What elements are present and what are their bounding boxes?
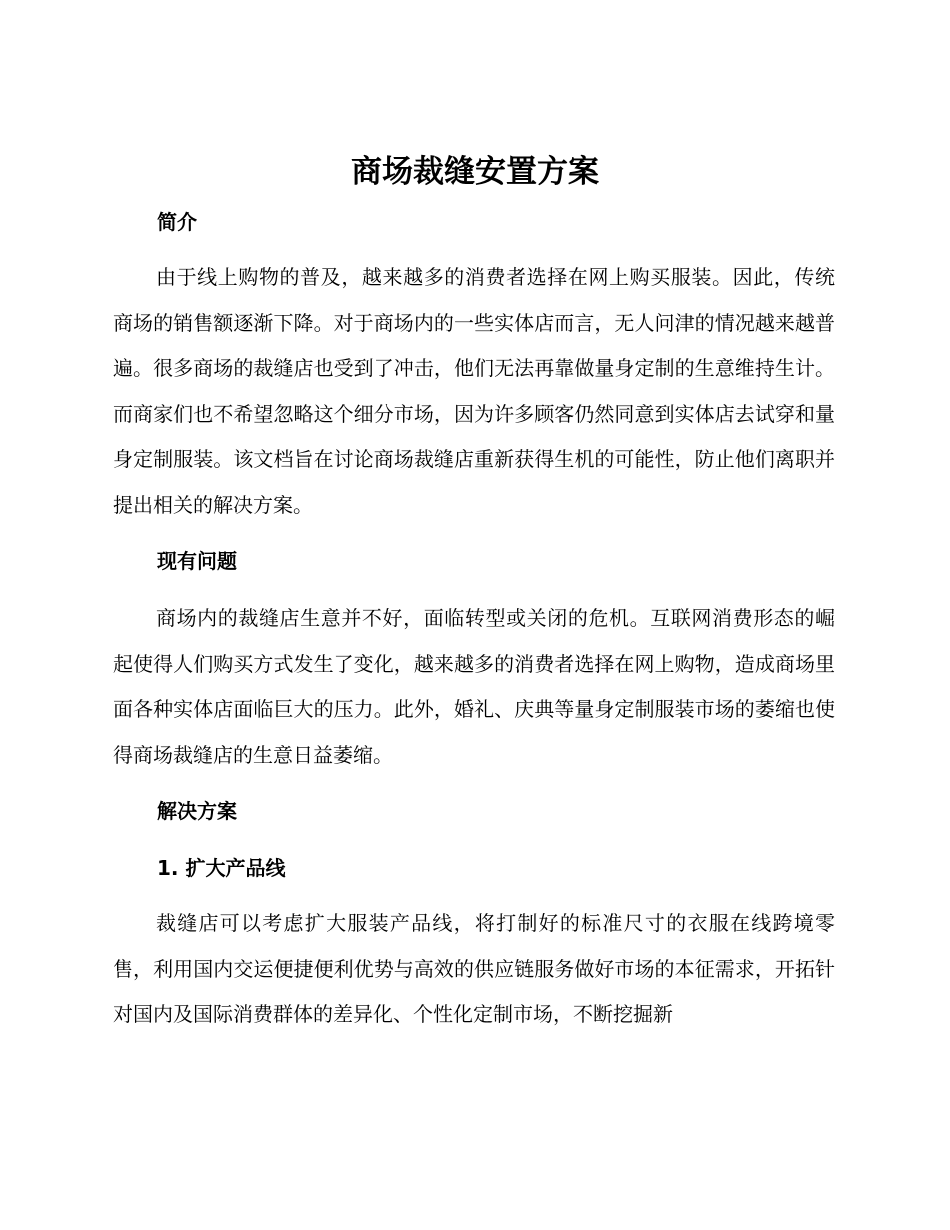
section-body-problems: 商场内的裁缝店生意并不好，面临转型或关闭的危机。互联网消费形态的崛起使得人们购买方式发生了变化，越来越多的消费者选择在网上购物，造成商场里面各种实体店面临巨大的压力。此外，婚礼、庆典等量身定制服装市场的萎缩也使得商场裁缝店的生意日益萎缩。 (113, 606, 835, 767)
section-heading-problems: 现有问题 (157, 549, 237, 573)
document-title: 商场裁缝安置方案 (351, 154, 599, 190)
section-body-intro: 由于线上购物的普及，越来越多的消费者选择在网上购买服装。因此，传统商场的销售额逐渐下降。对于商场内的一些实体店而言，无人问津的情况越来越普遍。很多商场的裁缝店也受到了冲击，他们无法再靠做量身定制的生意维持生计。而商家们也不希望忽略这个细分市场，因为许多顾客仍然同意到实体店去试穿和量身定制服装。该文档旨在讨论商场裁缝店重新获得生机的可能性，防止他们离职并提出相关的解决方案。 (113, 265, 835, 517)
subsection-body-clip (113, 901, 835, 1039)
section-heading-solutions: 解决方案 (157, 799, 237, 823)
subsection-heading-expand-product-line: 1. 扩大产品线 (157, 856, 286, 880)
section-heading-intro: 简介 (157, 210, 197, 234)
subsection-body-expand-product-line: 裁缝店可以考虑扩大服装产品线，将打制好的标准尺寸的衣服在线跨境零售，利用国内交运便捷便利优势与高效的供应链服务做好市场的本征需求，开拓针对国内及国际消费群体的差异化、个性化定制市场，不断挖掘新 (113, 911, 835, 1026)
